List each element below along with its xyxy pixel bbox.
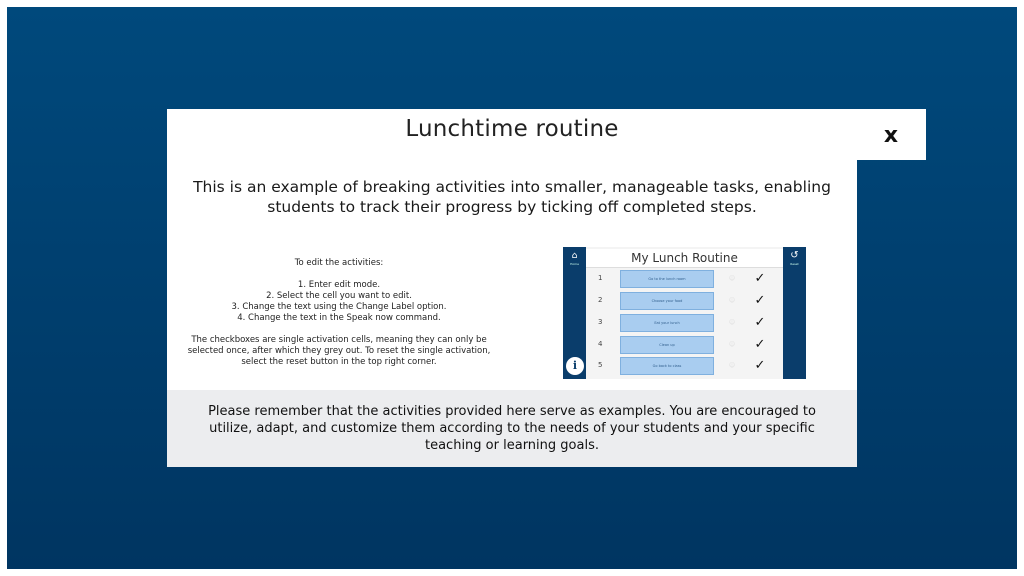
preview-row — [586, 269, 783, 290]
checkmark-icon: ✓ — [754, 315, 766, 330]
preview-row — [586, 356, 783, 377]
checkmark-icon: ✓ — [754, 293, 766, 308]
routine-preview-image — [563, 247, 806, 379]
info-icon: i — [566, 357, 584, 375]
faded-symbol-icon: ☺ — [728, 319, 736, 326]
instruction-step: 1. Enter edit mode. — [297, 280, 381, 290]
preview-title: My Lunch Routine — [586, 249, 783, 268]
dialog-title: Lunchtime routine — [405, 116, 619, 142]
instruction-step: 2. Select the cell you want to edit. — [266, 291, 412, 301]
faded-symbol-icon: ☺ — [728, 297, 736, 304]
row-number: 5 — [598, 361, 603, 369]
faded-symbol-icon: ☺ — [728, 275, 736, 282]
row-number: 2 — [598, 296, 603, 304]
footer-note: Please remember that the activities provided here serve as examples. You are encouraged to utilize, adapt, and customize them according to the needs of your students and your specific teaching or learning goals. — [208, 404, 816, 453]
row-number: 1 — [598, 274, 603, 282]
activity-cell: Eat your lunch — [620, 314, 714, 332]
preview-row — [586, 291, 783, 312]
preview-row — [586, 313, 783, 334]
preview-row — [586, 335, 783, 356]
checkmark-icon: ✓ — [754, 358, 766, 373]
instructions-note: The checkboxes are single activation cells, meaning they can only be selected once, after which they grey out. To reset the single activation, select the reset button in the top right corner. — [187, 335, 491, 367]
close-button[interactable] — [870, 118, 912, 152]
instruction-step: 3. Change the text using the Change Label option. — [231, 302, 447, 312]
close-icon: x — [883, 122, 899, 148]
activity-cell: Choose your food — [620, 292, 714, 310]
edit-instructions — [176, 258, 502, 368]
home-icon: ⌂ — [571, 251, 578, 261]
reset-icon: ↺ — [790, 250, 799, 261]
row-number: 3 — [598, 318, 603, 326]
activity-cell: Clean up — [620, 336, 714, 354]
activity-cell: Go back to class — [620, 357, 714, 375]
instructions-heading: To edit the activities: — [294, 258, 384, 268]
intro-text: This is an example of breaking activities into smaller, manageable tasks, enabling students to track their progress by ticking off completed steps. — [193, 178, 831, 216]
activity-cell: Go to the lunch room — [620, 270, 714, 288]
faded-symbol-icon: ☺ — [728, 341, 736, 348]
checkmark-icon: ✓ — [754, 337, 766, 352]
faded-symbol-icon: ☺ — [728, 362, 736, 369]
row-number: 4 — [598, 340, 603, 348]
preview-reset-label: Reset — [790, 262, 799, 266]
preview-home-label: Home — [570, 262, 579, 266]
preview-right-sidebar — [783, 247, 806, 379]
checkmark-icon: ✓ — [754, 271, 766, 286]
instruction-step: 4. Change the text in the Speak now command. — [237, 313, 441, 323]
